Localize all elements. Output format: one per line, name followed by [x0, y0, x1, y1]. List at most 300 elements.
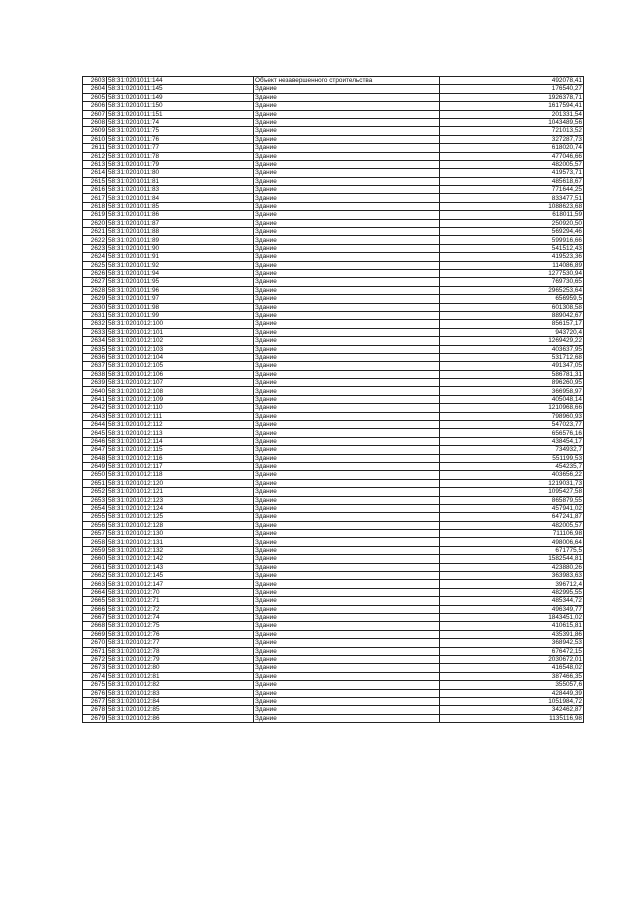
cadastral-value-cell: 405048,14 — [440, 395, 584, 403]
cadastral-number-cell: 58:31:0201012:101 — [107, 328, 254, 336]
object-type-cell: Здание — [254, 580, 440, 588]
cadastral-value-cell: 366958,97 — [440, 387, 584, 395]
cadastral-value-cell: 114086,89 — [440, 261, 584, 269]
cadastral-number-cell: 58:31:0201012:115 — [107, 446, 254, 454]
row-number-cell: 2605 — [83, 93, 107, 101]
row-number-cell: 2609 — [83, 127, 107, 135]
table-row — [83, 93, 584, 101]
table-row — [83, 630, 584, 638]
row-number-cell: 2641 — [83, 395, 107, 403]
table-row — [83, 563, 584, 571]
row-number-cell: 2671 — [83, 647, 107, 655]
object-type-cell: Здание — [254, 328, 440, 336]
table-row — [83, 421, 584, 429]
table-row — [83, 286, 584, 294]
cadastral-value-cell: 599916,66 — [440, 236, 584, 244]
cadastral-value-cell: 176540,27 — [440, 85, 584, 93]
cadastral-number-cell: 58:31:0201011:89 — [107, 236, 254, 244]
table-row — [83, 496, 584, 504]
cadastral-value-cell: 656576,16 — [440, 429, 584, 437]
row-number-cell: 2650 — [83, 471, 107, 479]
cadastral-number-cell: 58:31:0201012:147 — [107, 580, 254, 588]
cadastral-value-cell: 647241,87 — [440, 513, 584, 521]
cadastral-number-cell: 58:31:0201011:97 — [107, 295, 254, 303]
cadastral-value-cell: 1582544,81 — [440, 555, 584, 563]
cadastral-value-cell: 355057,6 — [440, 681, 584, 689]
cadastral-value-cell: 1095427,58 — [440, 488, 584, 496]
cadastral-number-cell: 58:31:0201012:110 — [107, 404, 254, 412]
row-number-cell: 2652 — [83, 488, 107, 496]
cadastral-value-cell: 438454,17 — [440, 437, 584, 445]
cadastral-value-cell: 419523,36 — [440, 253, 584, 261]
cadastral-value-cell: 771644,25 — [440, 186, 584, 194]
cadastral-number-cell: 58:31:0201012:132 — [107, 546, 254, 554]
row-number-cell: 2663 — [83, 580, 107, 588]
row-number-cell: 2670 — [83, 639, 107, 647]
object-type-cell: Здание — [254, 622, 440, 630]
row-number-cell: 2638 — [83, 370, 107, 378]
row-number-cell: 2676 — [83, 689, 107, 697]
table-row — [83, 194, 584, 202]
row-number-cell: 2660 — [83, 555, 107, 563]
cadastral-value-cell: 1926378,71 — [440, 93, 584, 101]
row-number-cell: 2674 — [83, 672, 107, 680]
object-type-cell: Здание — [254, 387, 440, 395]
object-type-cell: Здание — [254, 194, 440, 202]
cadastral-number-cell: 58:31:0201011:84 — [107, 194, 254, 202]
cadastral-number-cell: 58:31:0201011:80 — [107, 169, 254, 177]
row-number-cell: 2604 — [83, 85, 107, 93]
cadastral-number-cell: 58:31:0201012:130 — [107, 530, 254, 538]
cadastral-value-cell: 403637,95 — [440, 345, 584, 353]
object-type-cell: Здание — [254, 135, 440, 143]
object-type-cell: Здание — [254, 588, 440, 596]
row-number-cell: 2637 — [83, 362, 107, 370]
cadastral-value-cell: 387466,35 — [440, 672, 584, 680]
cadastral-value-cell: 485344,72 — [440, 597, 584, 605]
row-number-cell: 2619 — [83, 211, 107, 219]
table-row — [83, 337, 584, 345]
row-number-cell: 2620 — [83, 219, 107, 227]
row-number-cell: 2649 — [83, 462, 107, 470]
cadastral-value-cell: 2030672,01 — [440, 655, 584, 663]
object-type-cell: Здание — [254, 186, 440, 194]
row-number-cell: 2617 — [83, 194, 107, 202]
object-type-cell: Здание — [254, 605, 440, 613]
cadastral-value-cell: 856157,17 — [440, 320, 584, 328]
object-type-cell: Здание — [254, 504, 440, 512]
cadastral-value-cell: 1088623,68 — [440, 202, 584, 210]
cadastral-value-cell: 1043489,56 — [440, 118, 584, 126]
cadastral-value-cell: 1135116,98 — [440, 714, 584, 722]
cadastral-number-cell: 58:31:0201011:86 — [107, 211, 254, 219]
cadastral-value-cell: 676472,15 — [440, 647, 584, 655]
row-number-cell: 2612 — [83, 152, 107, 160]
cadastral-value-cell: 551199,53 — [440, 454, 584, 462]
document-page — [82, 76, 584, 723]
cadastral-value-cell: 492078,41 — [440, 77, 584, 85]
row-number-cell: 2658 — [83, 538, 107, 546]
table-row — [83, 681, 584, 689]
row-number-cell: 2626 — [83, 269, 107, 277]
object-type-cell: Здание — [254, 102, 440, 110]
cadastral-number-cell: 58:31:0201012:142 — [107, 555, 254, 563]
table-row — [83, 555, 584, 563]
object-type-cell: Здание — [254, 269, 440, 277]
table-row — [83, 588, 584, 596]
row-number-cell: 2627 — [83, 278, 107, 286]
object-type-cell: Здание — [254, 320, 440, 328]
cadastral-number-cell: 58:31:0201012:84 — [107, 697, 254, 705]
table-body — [83, 77, 584, 723]
cadastral-value-cell: 491347,05 — [440, 362, 584, 370]
row-number-cell: 2607 — [83, 110, 107, 118]
cadastral-number-cell: 58:31:0201012:121 — [107, 488, 254, 496]
object-type-cell: Здание — [254, 160, 440, 168]
table-row — [83, 127, 584, 135]
table-row — [83, 269, 584, 277]
table-row — [83, 169, 584, 177]
cadastral-number-cell: 58:31:0201012:79 — [107, 655, 254, 663]
object-type-cell: Здание — [254, 110, 440, 118]
cadastral-number-cell: 58:31:0201011:81 — [107, 177, 254, 185]
table-row — [83, 152, 584, 160]
object-type-cell: Здание — [254, 295, 440, 303]
object-type-cell: Здание — [254, 597, 440, 605]
table-row — [83, 295, 584, 303]
row-number-cell: 2647 — [83, 446, 107, 454]
object-type-cell: Здание — [254, 421, 440, 429]
row-number-cell: 2636 — [83, 353, 107, 361]
row-number-cell: 2646 — [83, 437, 107, 445]
cadastral-number-cell: 58:31:0201012:104 — [107, 353, 254, 361]
row-number-cell: 2639 — [83, 379, 107, 387]
object-type-cell: Здание — [254, 488, 440, 496]
row-number-cell: 2640 — [83, 387, 107, 395]
object-type-cell: Здание — [254, 697, 440, 705]
object-type-cell: Здание — [254, 127, 440, 135]
cadastral-number-cell: 58:31:0201012:70 — [107, 588, 254, 596]
cadastral-value-cell: 618011,59 — [440, 211, 584, 219]
row-number-cell: 2654 — [83, 504, 107, 512]
row-number-cell: 2653 — [83, 496, 107, 504]
cadastral-number-cell: 58:31:0201012:72 — [107, 605, 254, 613]
cadastral-value-cell: 498006,64 — [440, 538, 584, 546]
table-row — [83, 278, 584, 286]
cadastral-value-cell: 833477,51 — [440, 194, 584, 202]
table-row — [83, 379, 584, 387]
cadastral-value-cell: 363983,63 — [440, 572, 584, 580]
cadastral-number-cell: 58:31:0201012:78 — [107, 647, 254, 655]
cadastral-value-cell: 410615,81 — [440, 622, 584, 630]
cadastral-value-cell: 482995,55 — [440, 588, 584, 596]
table-row — [83, 186, 584, 194]
cadastral-number-cell: 58:31:0201012:77 — [107, 639, 254, 647]
cadastral-number-cell: 58:31:0201012:76 — [107, 630, 254, 638]
cadastral-value-cell: 403656,22 — [440, 471, 584, 479]
row-number-cell: 2673 — [83, 664, 107, 672]
table-row — [83, 135, 584, 143]
object-type-cell: Здание — [254, 454, 440, 462]
table-row — [83, 228, 584, 236]
object-type-cell: Здание — [254, 479, 440, 487]
row-number-cell: 2659 — [83, 546, 107, 554]
cadastral-value-cell: 482005,57 — [440, 160, 584, 168]
object-type-cell: Объект незавершенного строительства — [254, 77, 440, 85]
cadastral-number-cell: 58:31:0201011:79 — [107, 160, 254, 168]
row-number-cell: 2628 — [83, 286, 107, 294]
table-row — [83, 412, 584, 420]
table-row — [83, 328, 584, 336]
row-number-cell: 2643 — [83, 412, 107, 420]
cadastral-number-cell: 58:31:0201012:100 — [107, 320, 254, 328]
cadastral-number-cell: 58:31:0201012:105 — [107, 362, 254, 370]
cadastral-value-cell: 601308,58 — [440, 303, 584, 311]
row-number-cell: 2618 — [83, 202, 107, 210]
object-type-cell: Здание — [254, 152, 440, 160]
table-row — [83, 446, 584, 454]
cadastral-number-cell: 58:31:0201012:113 — [107, 429, 254, 437]
row-number-cell: 2622 — [83, 236, 107, 244]
cadastral-value-cell: 1210968,66 — [440, 404, 584, 412]
cadastral-value-cell: 721013,52 — [440, 127, 584, 135]
table-row — [83, 605, 584, 613]
table-row — [83, 672, 584, 680]
table-row — [83, 77, 584, 85]
cadastral-number-cell: 58:31:0201012:125 — [107, 513, 254, 521]
table-row — [83, 211, 584, 219]
cadastral-number-cell: 58:31:0201011:77 — [107, 144, 254, 152]
cadastral-number-cell: 58:31:0201012:145 — [107, 572, 254, 580]
table-row — [83, 110, 584, 118]
object-type-cell: Здание — [254, 278, 440, 286]
table-row — [83, 102, 584, 110]
cadastral-number-cell: 58:31:0201011:144 — [107, 77, 254, 85]
cadastral-value-cell: 250920,50 — [440, 219, 584, 227]
row-number-cell: 2661 — [83, 563, 107, 571]
cadastral-number-cell: 58:31:0201012:83 — [107, 689, 254, 697]
object-type-cell: Здание — [254, 118, 440, 126]
row-number-cell: 2677 — [83, 697, 107, 705]
cadastral-number-cell: 58:31:0201012:116 — [107, 454, 254, 462]
cadastral-number-cell: 58:31:0201012:75 — [107, 622, 254, 630]
cadastral-number-cell: 58:31:0201012:120 — [107, 479, 254, 487]
cadastral-number-cell: 58:31:0201011:78 — [107, 152, 254, 160]
object-type-cell: Здание — [254, 219, 440, 227]
cadastral-value-cell: 1269429,22 — [440, 337, 584, 345]
cadastral-number-cell: 58:31:0201012:131 — [107, 538, 254, 546]
cadastral-number-cell: 58:31:0201011:91 — [107, 253, 254, 261]
table-row — [83, 362, 584, 370]
cadastral-number-cell: 58:31:0201012:123 — [107, 496, 254, 504]
cadastral-value-cell: 1617594,41 — [440, 102, 584, 110]
row-number-cell: 2666 — [83, 605, 107, 613]
cadastral-number-cell: 58:31:0201011:96 — [107, 286, 254, 294]
table-row — [83, 261, 584, 269]
table-row — [83, 345, 584, 353]
cadastral-number-cell: 58:31:0201011:149 — [107, 93, 254, 101]
object-type-cell: Здание — [254, 672, 440, 680]
cadastral-number-cell: 58:31:0201012:117 — [107, 462, 254, 470]
object-type-cell: Здание — [254, 689, 440, 697]
row-number-cell: 2614 — [83, 169, 107, 177]
row-number-cell: 2631 — [83, 311, 107, 319]
row-number-cell: 2621 — [83, 228, 107, 236]
object-type-cell: Здание — [254, 639, 440, 647]
table-row — [83, 664, 584, 672]
cadastral-number-cell: 58:31:0201011:74 — [107, 118, 254, 126]
table-row — [83, 471, 584, 479]
cadastral-number-cell: 58:31:0201011:150 — [107, 102, 254, 110]
cadastral-number-cell: 58:31:0201012:118 — [107, 471, 254, 479]
row-number-cell: 2610 — [83, 135, 107, 143]
row-number-cell: 2662 — [83, 572, 107, 580]
object-type-cell: Здание — [254, 446, 440, 454]
row-number-cell: 2665 — [83, 597, 107, 605]
row-number-cell: 2655 — [83, 513, 107, 521]
cadastral-value-cell: 618020,74 — [440, 144, 584, 152]
object-type-cell: Здание — [254, 471, 440, 479]
cadastral-value-cell: 541512,43 — [440, 244, 584, 252]
cadastral-number-cell: 58:31:0201012:106 — [107, 370, 254, 378]
cadastral-value-cell: 2965253,64 — [440, 286, 584, 294]
row-number-cell: 2675 — [83, 681, 107, 689]
table-row — [83, 488, 584, 496]
cadastral-number-cell: 58:31:0201011:95 — [107, 278, 254, 286]
table-row — [83, 614, 584, 622]
cadastral-number-cell: 58:31:0201012:109 — [107, 395, 254, 403]
table-row — [83, 647, 584, 655]
cadastral-value-cell: 201331,54 — [440, 110, 584, 118]
object-type-cell: Здание — [254, 437, 440, 445]
row-number-cell: 2635 — [83, 345, 107, 353]
cadastral-value-cell: 798960,93 — [440, 412, 584, 420]
object-type-cell: Здание — [254, 85, 440, 93]
object-type-cell: Здание — [254, 244, 440, 252]
object-type-cell: Здание — [254, 530, 440, 538]
object-type-cell: Здание — [254, 462, 440, 470]
data-table — [82, 76, 584, 723]
cadastral-value-cell: 342462,87 — [440, 706, 584, 714]
object-type-cell: Здание — [254, 253, 440, 261]
table-row — [83, 202, 584, 210]
cadastral-number-cell: 58:31:0201011:92 — [107, 261, 254, 269]
cadastral-value-cell: 769730,65 — [440, 278, 584, 286]
table-row — [83, 597, 584, 605]
object-type-cell: Здание — [254, 286, 440, 294]
cadastral-value-cell: 896260,95 — [440, 379, 584, 387]
cadastral-number-cell: 58:31:0201011:94 — [107, 269, 254, 277]
cadastral-value-cell: 327287,73 — [440, 135, 584, 143]
object-type-cell: Здание — [254, 395, 440, 403]
table-row — [83, 521, 584, 529]
cadastral-value-cell: 435391,86 — [440, 630, 584, 638]
row-number-cell: 2672 — [83, 655, 107, 663]
table-row — [83, 504, 584, 512]
table-row — [83, 697, 584, 705]
table-row — [83, 219, 584, 227]
table-row — [83, 655, 584, 663]
object-type-cell: Здание — [254, 228, 440, 236]
row-number-cell: 2651 — [83, 479, 107, 487]
table-row — [83, 714, 584, 722]
object-type-cell: Здание — [254, 555, 440, 563]
row-number-cell: 2642 — [83, 404, 107, 412]
object-type-cell: Здание — [254, 202, 440, 210]
cadastral-value-cell: 423880,26 — [440, 563, 584, 571]
row-number-cell: 2625 — [83, 261, 107, 269]
object-type-cell: Здание — [254, 177, 440, 185]
table-row — [83, 546, 584, 554]
object-type-cell: Здание — [254, 93, 440, 101]
cadastral-value-cell: 1277530,94 — [440, 269, 584, 277]
cadastral-number-cell: 58:31:0201011:85 — [107, 202, 254, 210]
cadastral-value-cell: 943720,4 — [440, 328, 584, 336]
cadastral-value-cell: 671775,5 — [440, 546, 584, 554]
cadastral-number-cell: 58:31:0201012:82 — [107, 681, 254, 689]
object-type-cell: Здание — [254, 563, 440, 571]
row-number-cell: 2656 — [83, 521, 107, 529]
object-type-cell: Здание — [254, 521, 440, 529]
object-type-cell: Здание — [254, 236, 440, 244]
cadastral-value-cell: 454235,7 — [440, 462, 584, 470]
object-type-cell: Здание — [254, 362, 440, 370]
cadastral-number-cell: 58:31:0201011:90 — [107, 244, 254, 252]
cadastral-number-cell: 58:31:0201011:83 — [107, 186, 254, 194]
cadastral-number-cell: 58:31:0201012:74 — [107, 614, 254, 622]
cadastral-number-cell: 58:31:0201011:145 — [107, 85, 254, 93]
cadastral-number-cell: 58:31:0201012:143 — [107, 563, 254, 571]
object-type-cell: Здание — [254, 261, 440, 269]
row-number-cell: 2678 — [83, 706, 107, 714]
table-row — [83, 320, 584, 328]
cadastral-number-cell: 58:31:0201012:107 — [107, 379, 254, 387]
table-row — [83, 689, 584, 697]
row-number-cell: 2608 — [83, 118, 107, 126]
cadastral-number-cell: 58:31:0201011:99 — [107, 311, 254, 319]
row-number-cell: 2630 — [83, 303, 107, 311]
object-type-cell: Здание — [254, 714, 440, 722]
cadastral-value-cell: 889042,67 — [440, 311, 584, 319]
row-number-cell: 2624 — [83, 253, 107, 261]
table-row — [83, 479, 584, 487]
row-number-cell: 2611 — [83, 144, 107, 152]
row-number-cell: 2664 — [83, 588, 107, 596]
cadastral-number-cell: 58:31:0201011:88 — [107, 228, 254, 236]
cadastral-number-cell: 58:31:0201012:124 — [107, 504, 254, 512]
table-row — [83, 387, 584, 395]
cadastral-value-cell: 428449,39 — [440, 689, 584, 697]
object-type-cell: Здание — [254, 546, 440, 554]
row-number-cell: 2623 — [83, 244, 107, 252]
row-number-cell: 2634 — [83, 337, 107, 345]
cadastral-value-cell: 485618,67 — [440, 177, 584, 185]
row-number-cell: 2615 — [83, 177, 107, 185]
table-row — [83, 429, 584, 437]
table-row — [83, 462, 584, 470]
object-type-cell: Здание — [254, 404, 440, 412]
cadastral-number-cell: 58:31:0201011:151 — [107, 110, 254, 118]
object-type-cell: Здание — [254, 379, 440, 387]
cadastral-value-cell: 734932,7 — [440, 446, 584, 454]
object-type-cell: Здание — [254, 647, 440, 655]
cadastral-number-cell: 58:31:0201012:108 — [107, 387, 254, 395]
object-type-cell: Здание — [254, 630, 440, 638]
cadastral-value-cell: 477046,66 — [440, 152, 584, 160]
cadastral-number-cell: 58:31:0201012:86 — [107, 714, 254, 722]
cadastral-value-cell: 419573,71 — [440, 169, 584, 177]
object-type-cell: Здание — [254, 664, 440, 672]
